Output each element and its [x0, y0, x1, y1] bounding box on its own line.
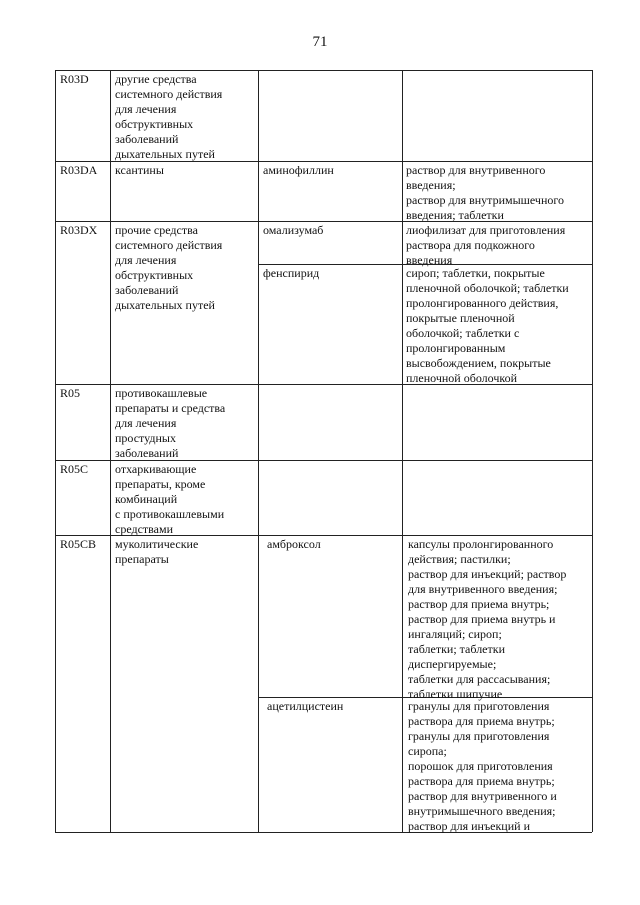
atc-group-name: другие средства системного действия для лечения обструктивных заболеваний дыхательных путей: [115, 72, 223, 161]
atc-group-name: противокашлевые препараты и средства для лечения простудных заболеваний: [115, 386, 226, 460]
atc-code: R05C: [60, 462, 89, 476]
drug-name: аминофиллин: [263, 163, 334, 177]
atc-group-name: отхаркивающие препараты, кроме комбинаций с противокашлевыми средствами: [115, 462, 225, 536]
column-border: [55, 70, 56, 832]
atc-group-name: муколитические препараты: [115, 537, 199, 566]
column-border: [592, 70, 593, 832]
atc-group-name: прочие средства системного действия для лечения обструктивных заболеваний дыхательных путей: [115, 223, 223, 312]
drug-name: фенспирид: [263, 266, 320, 280]
atc-code: R05CB: [60, 537, 97, 551]
atc-code: R03DA: [60, 163, 98, 177]
column-border: [258, 70, 259, 832]
column-border: [110, 70, 111, 832]
dosage-forms: капсулы пролонгированного действия; пастилки; раствор для инъекций; раствор для внутривенного введения; раствор для приема внутрь; раствор для приема внутрь и ингаляций; сироп; таблетки; таблетки диспергируемые; таблетки для рассасывания; таблетки шипучие: [408, 537, 567, 701]
atc-code: R05: [60, 386, 81, 400]
drug-name: амброксол: [267, 537, 321, 551]
atc-table: [55, 70, 592, 832]
atc-code: R03D: [60, 72, 89, 86]
dosage-forms: сироп; таблетки, покрытые пленочной оболочкой; таблетки пролонгированного действия, покрытые пленочной оболочкой; таблетки с пролонгированным высвобождением, покрытые пленочной оболочкой: [406, 266, 569, 385]
drug-name: ацетилцистеин: [267, 699, 344, 713]
dosage-forms: лиофилизат для приготовления раствора для подкожного введения: [406, 223, 566, 267]
dosage-forms: гранулы для приготовления раствора для приема внутрь; гранулы для приготовления сиропа; порошок для приготовления раствора для приема внутрь; раствор для внутривенного и внутримышечного введения; раствор для инъекций и: [408, 699, 557, 833]
dosage-forms: раствор для внутривенного введения; раствор для внутримышечного введения; таблетки: [406, 163, 564, 222]
page-number: 71: [312, 34, 328, 50]
row-border: [55, 70, 592, 71]
atc-group-name: ксантины: [115, 163, 164, 177]
drug-name: омализумаб: [263, 223, 324, 237]
atc-code: R03DX: [60, 223, 98, 237]
column-border: [402, 70, 403, 832]
